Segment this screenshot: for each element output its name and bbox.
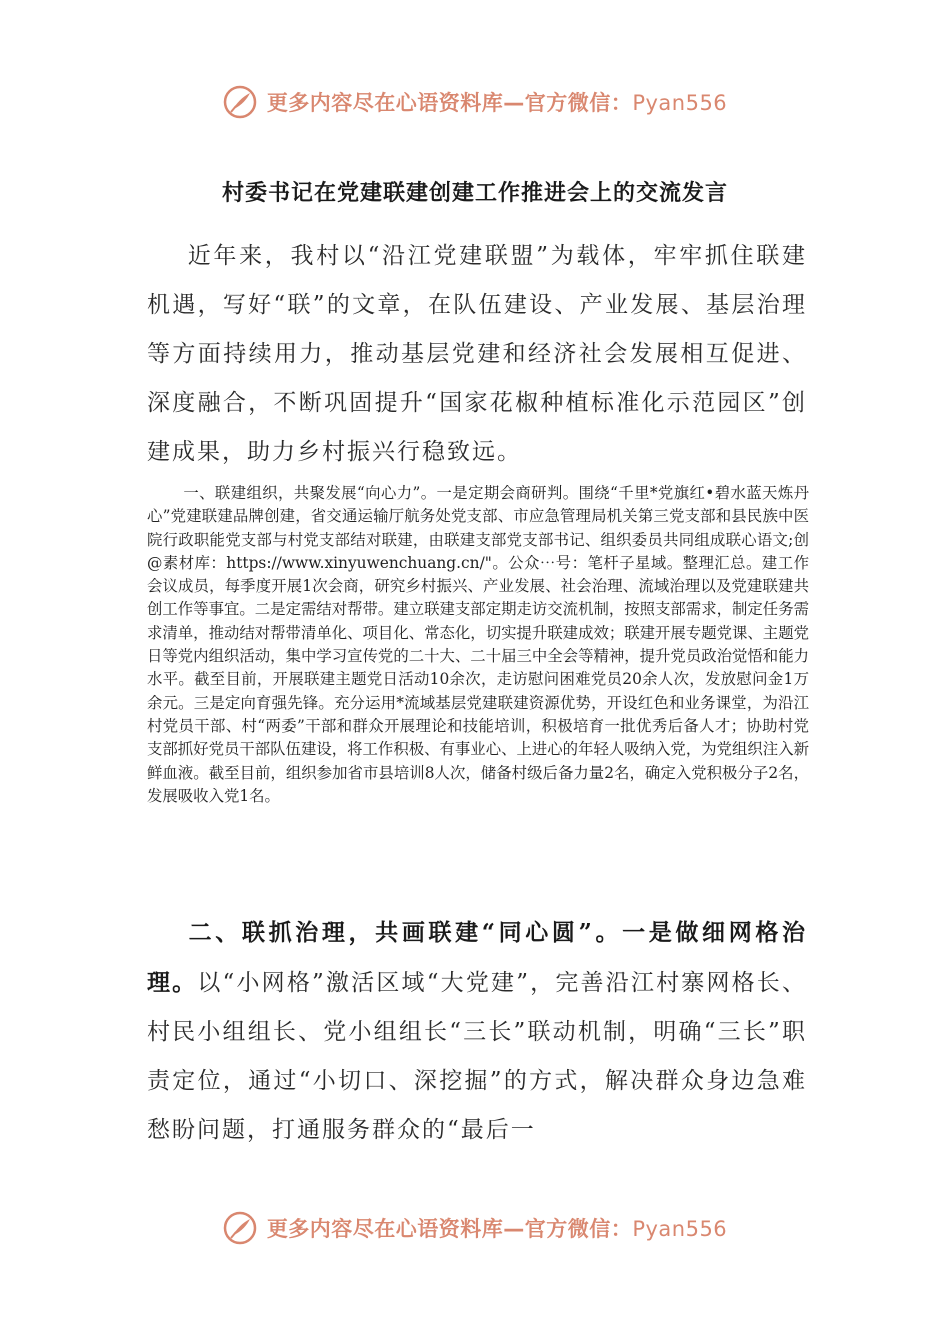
banner-wechat-id: Pyan556 bbox=[632, 1217, 728, 1241]
section-1-text: 一、联建组织，共聚发展“向心力”。一是定期会商研判。围绕“千里*党旗红•碧水蓝天炼丹心”党建联建品牌创建，省交通运输厅航务处党支部、市应急管理局机关第三党支部和县民族中医院行政职能党支部与村党支部结对联建，由联建支部党支部书记、组织委员共同组成联心语文;创@素材库：https://www.xinyuwenchuang.cn/"。公众⋯号：笔杆子星域。整理汇总。建工作会议成员，每季度开展1次会商，研究乡村振兴、产业发展、社会治理、流域治理以及党建联建共创工作等事宜。二是定需结对帮带。建立联建支部定期走访交流机制，按照支部需求，制定任务需求清单，推动结对帮带清单化、项目化、常态化，切实提升联建成效；联建开展专题党课、主题党日等党内组织活动，集中学习宣传党的二十大、二十届三中全会等精神，提升党员政治觉悟和能力水平。截至目前，开展联建主题党日活动10余次，走访慰问困难党员20余人次，发放慰问金1万余元。三是定向育强先锋。充分运用*流域基层党建联建资源优势，开设红色和业务课堂，为沿江村党员干部、村“两委”干部和群众开展理论和技能培训，积极培育一批优秀后备人才；协助村党支部抓好党员干部队伍建设，将工作积极、有事业心、上进心的年轻人吸纳入党，为党组织注入新鲜血液。截至目前，组织参加省市县培训8人次，储备村级后备力量2名，确定入党积极分子2名，发展吸收入党1名。 bbox=[147, 484, 809, 805]
section-2-heading: 二、联抓治理，共画联建“同心圆”。一是做细网格治理。 bbox=[147, 919, 807, 996]
section-2-paragraph bbox=[147, 908, 807, 1155]
banner-wechat-id: Pyan556 bbox=[632, 91, 728, 115]
document-title: 村委书记在党建联建创建工作推进会上的交流发言 bbox=[221, 181, 728, 206]
header-banner bbox=[0, 82, 950, 122]
section-2-text: 以“小网格”激活区域“大党建”，完善沿江村寨网格长、村民小组组长、党小组组长“三长”联动机制，明确“三长”职责定位，通过“小切口、深挖掘”的方式，解决群众身边急难愁盼问题，打通服务群众的“最后一 bbox=[147, 970, 807, 1143]
quill-logo-icon bbox=[223, 1211, 257, 1245]
section-1-paragraph bbox=[147, 482, 809, 808]
banner-text bbox=[267, 87, 727, 117]
intro-text: 近年来，我村以“沿江党建联盟”为载体，牢牢抓住联建机遇，写好“联”的文章，在队伍建设、产业发展、基层治理等方面持续用力，推动基层党建和经济社会发展相互促进、深度融合，不断巩固提升“国家花椒种植标准化示范园区”创建成果，助力乡村振兴行稳致远。 bbox=[147, 243, 807, 465]
banner-label: 更多内容尽在心语资料库—官方微信： bbox=[266, 1217, 633, 1241]
quill-logo-icon bbox=[223, 85, 257, 119]
banner-label: 更多内容尽在心语资料库—官方微信： bbox=[266, 91, 633, 115]
footer-banner bbox=[0, 1208, 950, 1248]
intro-paragraph bbox=[147, 232, 807, 477]
banner-text bbox=[267, 1213, 727, 1243]
